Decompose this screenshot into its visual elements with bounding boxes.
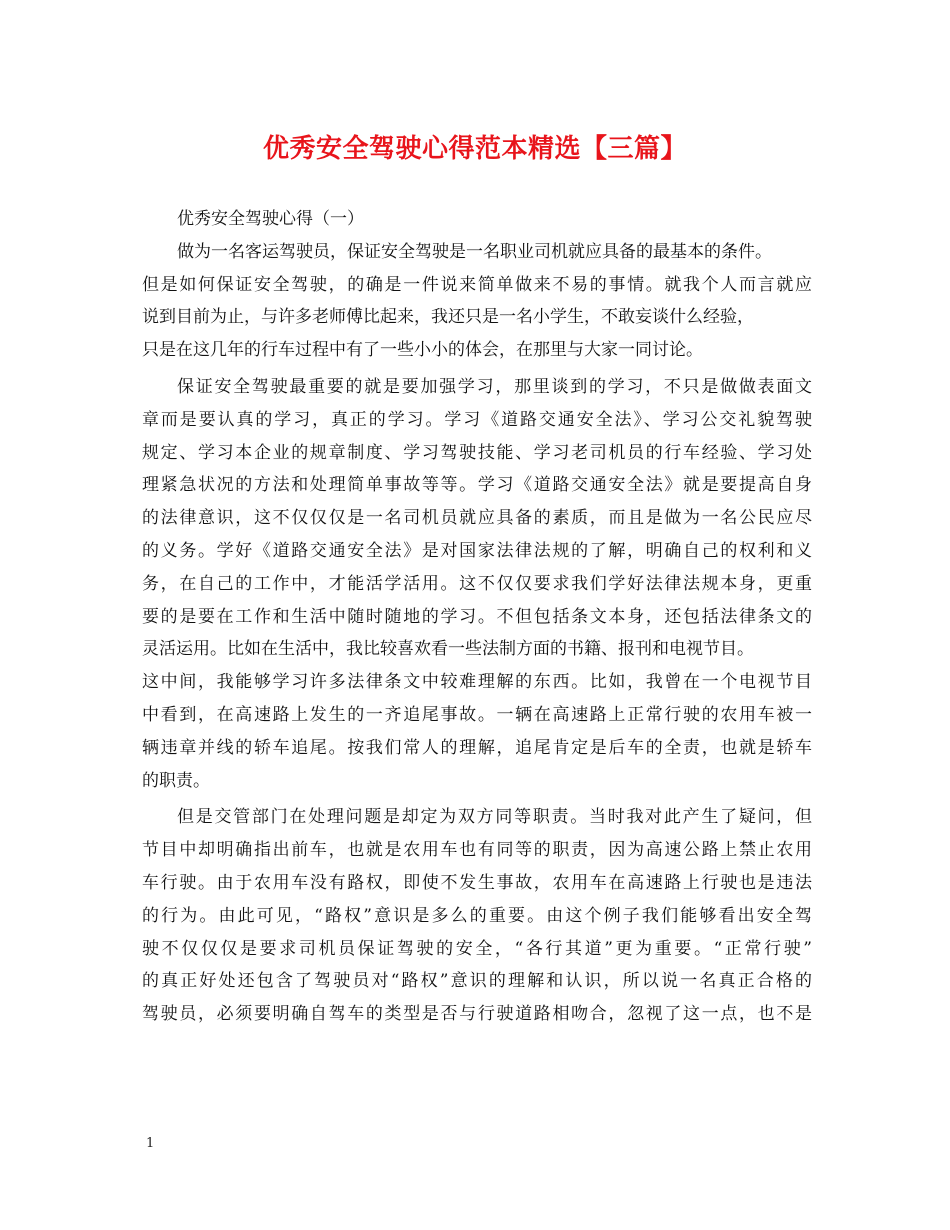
paragraph-line: 理紧急状况的方法和处理简单事故等等。学习《道路交通安全法》就是要提高自身 [142,475,812,496]
paragraph-line: 务，在自己的工作中，才能活学活用。这不仅仅要求我们学好法律法规本身，更重 [142,573,812,594]
paragraph-line: 中看到，在高速路上发生的一齐追尾事故。一辆在高速路上正常行驶的农用车被一 [142,704,812,725]
document-body [142,203,812,1031]
paragraph-line: 驾驶员，必须要明确自驾车的类型是否与行驶道路相吻合，忽视了这一点，也不是 [142,1004,812,1025]
paragraph-line: 保证安全驾驶最重要的就是要加强学习，那里谈到的学习，不只是做做表面文 [177,376,812,397]
paragraph-line: 辆违章并线的轿车追尾。按我们常人的理解，追尾肯定是后车的全责，也就是轿车 [142,737,812,758]
paragraph-line: 要的是要在工作和生活中随时随地的学习。不但包括条文本身，还包括法律条文的 [142,606,812,627]
section-heading: 优秀安全驾驶心得（一） [177,209,364,229]
paragraph-line: 章而是要认真的学习，真正的学习。学习《道路交通安全法》、学习公交礼貌驾驶 [142,409,812,430]
page-number: 1 [146,1136,155,1151]
document-title: 优秀安全驾驶心得范本精选【三篇】 [262,134,687,164]
paragraph-line: 节目中却明确指出前车，也就是农用车也有同等的职责，因为高速公路上禁止农用 [142,840,812,861]
paragraph-line: 的真正好处还包含了驾驶员对“路权”意识的理解和认识，所以说一名真正合格的 [142,971,812,992]
paragraph [142,371,812,797]
paragraph-line: 说到目前为止，与许多老师傅比起来，我还只是一名小学生，不敢妄谈什么经验， [142,307,754,328]
paragraph [142,236,812,367]
paragraph-line: 车行驶。由于农用车没有路权，即使不发生事故，农用车在高速路上行驶也是违法 [142,872,812,893]
paragraph [142,801,812,1031]
paragraph-line: 的义务。学好《道路交通安全法》是对国家法律法规的了解，明确自己的权利和义 [142,540,812,561]
paragraph-line: 这中间，我能够学习许多法律条文中较难理解的东西。比如，我曾在一个电视节目 [142,672,812,693]
paragraph-line: 只是在这几年的行车过程中有了一些小小的体会，在那里与大家一同讨论。 [142,340,703,361]
paragraph-line: 规定、学习本企业的规章制度、学习驾驶技能、学习老司机员的行车经验、学习处 [142,442,812,463]
paragraph-line: 但是交管部门在处理问题是却定为双方同等职责。当时我对此产生了疑问，但 [177,807,812,828]
paragraph-line: 的法律意识，这不仅仅仅是一名司机员就应具备的素质，而且是做为一名公民应尽 [142,508,812,529]
paragraph-line: 的职责。 [142,770,210,791]
paragraph-line: 但是如何保证安全驾驶，的确是一件说来简单做来不易的事情。就我个人而言就应 [142,274,812,295]
paragraph-line: 灵活运用。比如在生活中，我比较喜欢看一些法制方面的书籍、报刊和电视节目。 [142,639,754,660]
paragraph-line: 的行为。由此可见，“路权”意识是多么的重要。由这个例子我们能够看出安全驾 [142,905,812,926]
paragraph-line: 做为一名客运驾驶员，保证安全驾驶是一名职业司机就应具备的最基本的条件。 [177,241,772,262]
paragraph-line: 驶不仅仅仅是要求司机员保证驾驶的安全，“各行其道”更为重要。“正常行驶” [142,938,812,959]
